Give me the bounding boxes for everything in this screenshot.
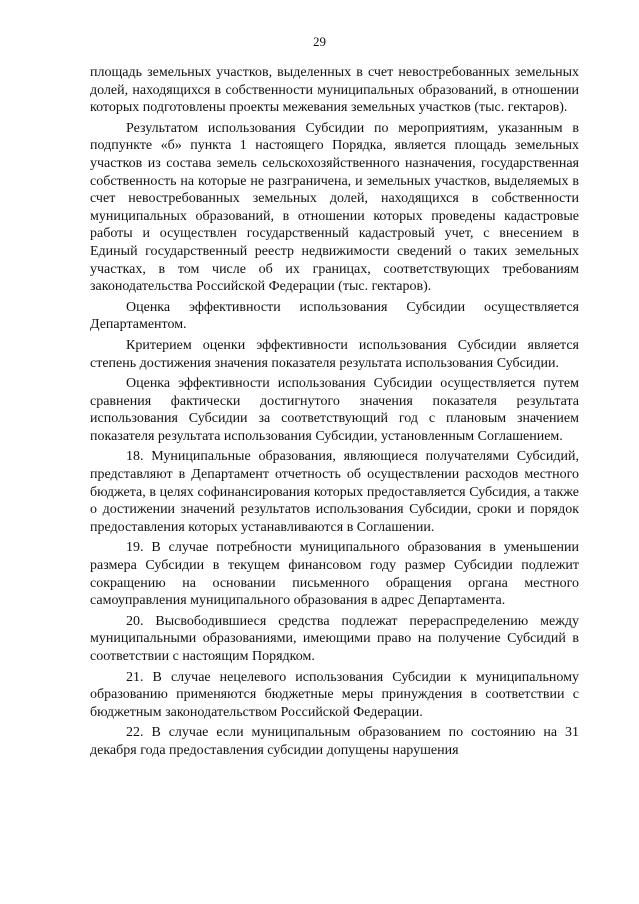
paragraph-efficiency-assessment: Оценка эффективности использования Субсидии осуществляется Департаментом.	[90, 299, 579, 333]
paragraph-item-20: 20. Высвободившиеся средства подлежат перераспределению между муниципальными образованиями, имеющими право на получение Субсидий в соответствии с настоящим Порядком.	[90, 613, 579, 664]
paragraph-efficiency-criterion: Критерием оценки эффективности использования Субсидии является степень достижения значения показателя результата использования Субсидии.	[90, 337, 579, 371]
document-body	[90, 64, 579, 763]
paragraph-item-21: 21. В случае нецелевого использования Субсидии к муниципальному образованию применяются бюджетные меры принуждения в соответствии с бюджетным законодательством Российской Федерации.	[90, 669, 579, 720]
page-number: 29	[313, 34, 326, 49]
paragraph-item-19: 19. В случае потребности муниципального образования в уменьшении размера Субсидии в текущем финансовом году размер Субсидии подлежит сокращению на основании письменного обращения органа местного самоуправления муниципального образования в адрес Департамента.	[90, 540, 579, 609]
paragraph-item-22: 22. В случае если муниципальным образованием по состоянию на 31 декабря года предоставления субсидии допущены нарушения	[90, 725, 579, 758]
paragraph-continuation: площадь земельных участков, выделенных в счет невостребованных земельных долей, находящихся в собственности муниципальных образований, в отношении которых подготовлены проекты межевания земельных участков (тыс. гектаров).	[90, 65, 579, 116]
paragraph-result-subsidy: Результатом использования Субсидии по мероприятиям, указанным в подпункте «б» пункта 1 настоящего Порядка, является площадь земельных участков из состава земель сельскохозяйственного назначения, государственная собственность на которые не разграничена, и земельных участков, выделяемых в счет невостребованных земельных долей, находящихся в собственности муниципальных образований, в отношении которых проведены кадастровые работы и осуществлен государственный кадастровый учет, с внесением в Единый государственный реестр недвижимости сведений о таких земельных участках, в том числе об их границах, соответствующих требованиям законодательства Российской Федерации (тыс. гектаров).	[90, 120, 579, 295]
paragraph-efficiency-method: Оценка эффективности использования Субсидии осуществляется путем сравнения фактически достигнутого значения показателя результата использования Субсидии за соответствующий год с плановым значением показателя результата использования Субсидии, установленным Соглашением.	[90, 376, 579, 444]
paragraph-item-18: 18. Муниципальные образования, являющиеся получателями Субсидий, представляют в Департамент отчетность об осуществлении расходов местного бюджета, в целях софинансирования которых предоставляется Субсидия, а также о достижении значений результатов использования Субсидии, сроки и порядок предоставления которых устанавливаются в Соглашении.	[90, 449, 579, 535]
